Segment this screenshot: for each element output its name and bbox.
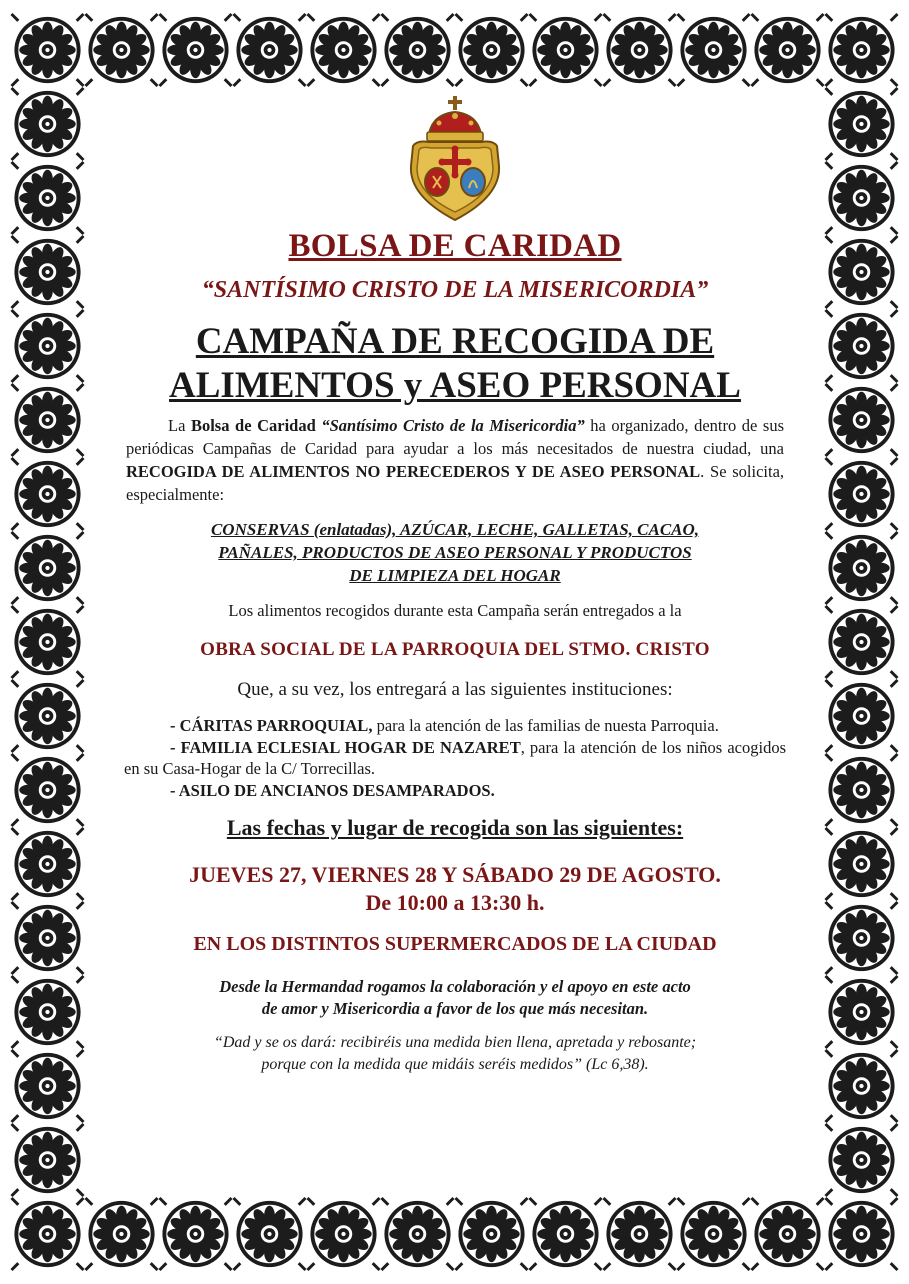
list-item: [124, 780, 786, 801]
border-rosette: [604, 14, 676, 86]
border-rosette: [12, 384, 84, 456]
schedule-hours: De 10:00 a 13:30 h.: [365, 890, 545, 915]
schedule-heading: Las fechas y lugar de recogida son las siguientes:: [226, 815, 684, 840]
border-rosette: [12, 458, 84, 530]
border-rosette: [826, 754, 898, 826]
border-rosette: [12, 88, 84, 160]
border-rosette: [826, 680, 898, 752]
border-rosette: [826, 828, 898, 900]
obra-social-heading: OBRA SOCIAL DE LA PARROQUIA DEL STMO. CRISTO: [200, 639, 710, 660]
border-rosette: [12, 14, 84, 86]
border-rosette: [826, 532, 898, 604]
border-rosette: [826, 236, 898, 308]
border-rosette: [12, 976, 84, 1048]
list-item: [124, 715, 786, 736]
products-line2: PAÑALES, PRODUCTOS DE ASEO PERSONAL Y PRODUCTOS: [218, 543, 692, 562]
border-rosette: [678, 14, 750, 86]
closing-appeal: [124, 976, 786, 1020]
border-rosette: [826, 14, 898, 86]
border-rosette: [308, 14, 380, 86]
page-title: BOLSA DE CARIDAD: [288, 228, 622, 264]
border-rosette: [12, 606, 84, 678]
institution-description: para la atención de las familias de nuesta Parroquia.: [372, 716, 719, 735]
delivery-text: Los alimentos recogidos durante esta Campaña serán entregados a la: [228, 601, 682, 620]
border-rosette: [12, 236, 84, 308]
quote-line1: “Dad y se os dará: recibiréis una medida bien llena, apretada y rebosante;: [213, 1034, 697, 1051]
institutions-intro: Que, a su vez, los entregará a las siguientes instituciones:: [237, 679, 673, 700]
closing-line2: de amor y Misericordia a favor de los que más necesitan.: [261, 999, 649, 1018]
border-rosette: [456, 14, 528, 86]
campaign-heading-line1: CAMPAÑA DE RECOGIDA DE: [195, 321, 715, 362]
border-rosette: [12, 532, 84, 604]
border-rosette: [604, 1198, 676, 1270]
schedule-days: JUEVES 27, VIERNES 28 Y SÁBADO 29 DE AGOSTO.: [189, 862, 721, 887]
schedule-dates: [124, 861, 786, 917]
border-rosette: [12, 1198, 84, 1270]
quote-line2: porque con la medida que midáis seréis medidos” (Lc 6,38).: [261, 1056, 649, 1073]
border-rosette: [86, 1198, 158, 1270]
page-subtitle: “SANTÍSIMO CRISTO DE LA MISERICORDIA”: [201, 277, 709, 303]
border-rosette: [308, 1198, 380, 1270]
border-rosette: [826, 1050, 898, 1122]
border-rosette: [12, 162, 84, 234]
intro-organization: Bolsa de Caridad: [190, 416, 316, 435]
border-rosette: [826, 384, 898, 456]
requested-products: [124, 518, 786, 587]
border-rosette: [160, 14, 232, 86]
intro-text-3: ha organizado, dentro de sus periódicas Campañas de Caridad para ayudar a los más necesitados de nuestra ciudad, una: [126, 416, 785, 458]
institutions-list: [124, 715, 786, 801]
closing-line1: Desde la Hermandad rogamos la colaboración y el apoyo en este acto: [219, 977, 691, 996]
institution-description: , para la atención de los niños acogidos en su Casa-Hogar de la C/ Torrecillas.: [124, 738, 786, 778]
institution-name: - FAMILIA ECLESIAL HOGAR DE NAZARET: [170, 738, 521, 757]
products-line1: CONSERVAS (enlatadas), AZÚCAR, LECHE, GALLETAS, CACAO,: [210, 520, 700, 539]
border-rosette: [530, 1198, 602, 1270]
border-rosette: [86, 14, 158, 86]
intro-text-1: La: [168, 416, 191, 435]
border-rosette: [678, 1198, 750, 1270]
border-rosette: [234, 14, 306, 86]
campaign-heading-line2: ALIMENTOS y ASEO PERSONAL: [169, 365, 741, 406]
border-rosette: [12, 1124, 84, 1196]
schedule-place: EN LOS DISTINTOS SUPERMERCADOS DE LA CIUDAD: [193, 933, 717, 955]
border-rosette: [826, 902, 898, 974]
border-rosette: [752, 14, 824, 86]
border-rosette: [456, 1198, 528, 1270]
border-rosette: [12, 754, 84, 826]
border-rosette: [530, 14, 602, 86]
border-rosette: [12, 310, 84, 382]
border-rosette: [12, 828, 84, 900]
border-rosette: [382, 1198, 454, 1270]
intro-paragraph: [126, 414, 784, 506]
list-item: [124, 737, 786, 779]
campaign-heading: [124, 320, 786, 408]
border-rosette: [826, 976, 898, 1048]
border-rosette: [826, 1124, 898, 1196]
border-rosette: [752, 1198, 824, 1270]
border-rosette: [12, 902, 84, 974]
border-rosette: [12, 680, 84, 752]
border-rosette: [234, 1198, 306, 1270]
border-rosette: [826, 310, 898, 382]
intro-text-4: . Se solicita, especialmente:: [126, 462, 785, 504]
institution-name: - CÁRITAS PARROQUIAL,: [170, 716, 373, 735]
products-line3: DE LIMPIEZA DEL HOGAR: [349, 566, 561, 585]
border-rosette: [382, 14, 454, 86]
intro-brotherhood-name: “Santísimo Cristo de la Misericordia”: [321, 416, 585, 435]
border-rosette: [826, 1198, 898, 1270]
border-rosette: [160, 1198, 232, 1270]
bible-quote: [124, 1032, 786, 1076]
border-rosette: [826, 458, 898, 530]
institution-name: - ASILO DE ANCIANOS DESAMPARADOS.: [170, 781, 495, 800]
border-rosette: [826, 162, 898, 234]
intro-collection-type: RECOGIDA DE ALIMENTOS NO PERECEDEROS Y DE ASEO PERSONAL: [126, 462, 701, 481]
poster-content: [124, 92, 786, 1182]
brotherhood-crest-icon: [403, 96, 507, 224]
border-rosette: [12, 1050, 84, 1122]
border-rosette: [826, 606, 898, 678]
border-rosette: [826, 88, 898, 160]
